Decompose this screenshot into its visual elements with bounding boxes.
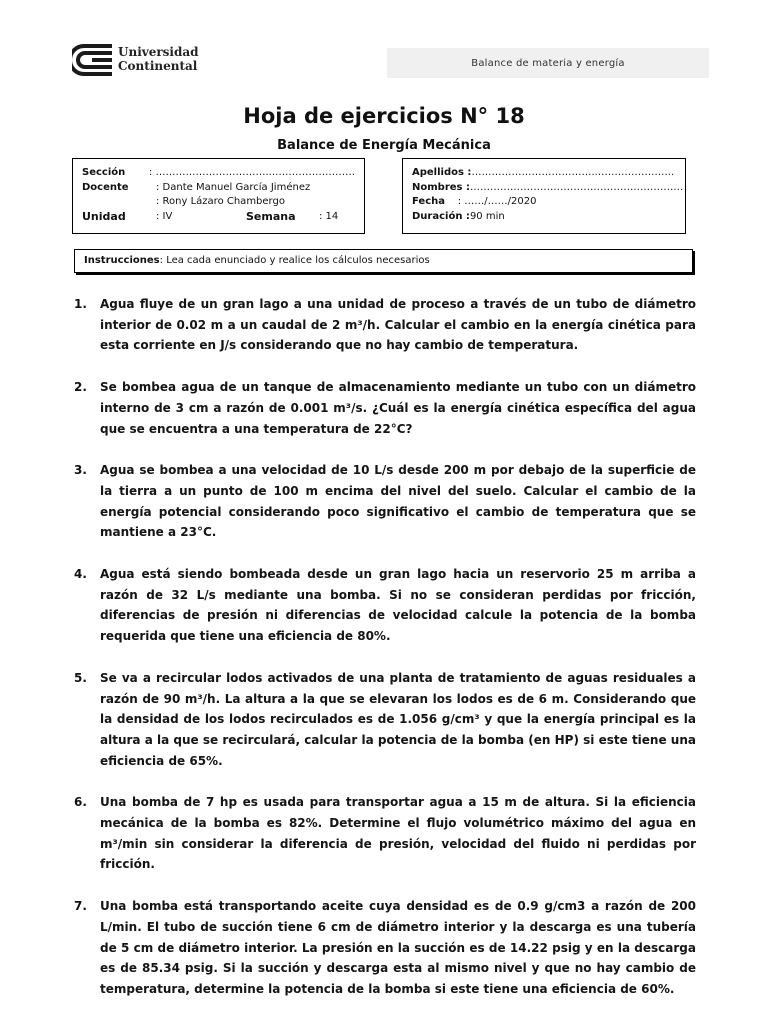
exercise-text: Agua está siendo bombeada desde un gran lago hacia un reservorio 25 m arriba a razón de 32 L/s mediante una bomba. Si no se consideran perdidas por fricción, diferencias de presión ni diferencias de velocidad calcule la potencia de la bomba requerida que tiene una eficiencia de 80%. [100,567,696,644]
course-name: Balance de materia y energía [387,48,709,78]
exercise-item [74,792,696,875]
exercise-text: Se bombea agua de un tanque de almacenamiento mediante un tubo con un diámetro interno de 3 cm a razón de 0.001 m³/s. ¿Cuál es la energía cinética específica del agua que se encuentra a una temperatura de 22°C? [100,380,696,436]
name-row [412,181,684,196]
date-row [412,195,676,210]
date-label: Fecha [412,196,446,207]
teacher-row [82,181,355,196]
continental-logo-icon [72,42,114,78]
teacher-label: Docente [82,181,129,193]
surname-row [412,166,676,181]
section-value: : ……………………………..……………………. [148,167,355,178]
teacher-value-1: : Dante Manuel García Jiménez [156,181,311,193]
exercise-number: 6. [74,795,87,810]
exercise-item [74,377,696,439]
duration-row [412,210,676,225]
duration-label: Duración : [412,210,470,222]
exercise-number: 4. [74,567,87,582]
exercise-text: Se va a recircular lodos activados de una planta de tratamiento de aguas residuales a razón de 90 m³/h. La altura a la que se elevaran los lodos es de 6 m. Considerando que la densidad de los lodos recirculados es de 1.056 g/cm³ y que la energía principal es la altura a la que se recirculará, calcular la potencia de la bomba (en HP) si este tiene una eficiencia de 65%. [100,670,696,768]
name-label: Nombres : [412,181,470,193]
exercise-number: 5. [74,670,87,685]
exercise-text: Agua se bombea a una velocidad de 10 L/s desde 200 m por debajo de la superficie de la tierra a un punto de 100 m encima del nivel del suelo. Calcular el cambio de la energía potencial considerando poco significativo el cambio de temperatura que se mantiene a 23°C. [100,463,696,540]
surname-label: Apellidos : [412,167,472,178]
university-logo [72,42,212,78]
logo-wordmark [118,45,199,73]
logo-line-2: Continental [118,59,198,73]
exercise-number: 3. [74,463,87,478]
surname-field[interactable]: ………………………………..………………….. [471,167,675,178]
course-info-box [72,158,365,234]
week-value: : 14 [319,210,339,222]
week-label: Semana [246,209,296,223]
name-field[interactable]: ………………………………………………………. [469,181,684,193]
section-label: Sección [82,167,126,178]
exercise-number: 7. [74,899,87,914]
exercise-text: Una bomba está transportando aceite cuya densidad es de 0.9 g/cm3 a razón de 200 L/min. El tubo de succión tiene 6 cm de diámetro interior y la descarga es una tubería de 5 cm de diámetro interior. La presión en la succión es de 14.22 psig y en la descarga es de 85.34 psig. Si la succión y descarga esta al mismo nivel y que no hay cambio de temperatura, determine la potencia de la bomba si este tiene una eficiencia de 60%. [100,899,696,996]
unit-value: : IV [156,210,173,222]
exercise-item [74,564,696,647]
exercise-text: Una bomba de 7 hp es usada para transportar agua a 15 m de altura. Si la eficiencia mecánica de la bomba es 82%. Determine el flujo volumétrico máximo del agua en m³/min sin considerar la diferencia de presión, velocidad del fluido ni perdidas por fricción. [100,795,696,872]
logo-line-1: Universidad [118,45,199,59]
exercise-item [74,668,696,772]
student-info-box [402,158,686,234]
instructions-box [74,249,693,273]
section-row [82,166,355,181]
exercise-item [74,294,696,356]
exercise-item [74,460,696,543]
teacher-value-2: : Rony Lázaro Chambergo [156,196,285,207]
exercise-list [74,294,696,1021]
exercise-text: Agua fluye de un gran lago a una unidad de proceso a través de un tubo de diámetro interior de 0.02 m a un caudal de 2 m³/h. Calcular el cambio en la energía cinética para esta corriente en J/s considerando que no hay cambio de temperatura. [100,297,696,353]
instructions-text: : Lea cada enunciado y realice los cálculos necesarios [159,255,430,266]
exercise-item [74,896,696,1000]
exercise-number: 2. [74,380,87,395]
exercise-number: 1. [74,297,87,311]
duration-value: 90 min [469,210,505,222]
instructions-label: Instrucciones [84,255,160,266]
date-field[interactable]: : ……/……/2020 [445,196,537,207]
teacher-row-2 [82,195,355,210]
unit-row [82,210,355,225]
page-title: Hoja de ejercicios N° 18 [243,104,525,128]
page-subtitle: Balance de Energía Mecánica [277,138,491,153]
unit-label: Unidad [82,209,126,223]
